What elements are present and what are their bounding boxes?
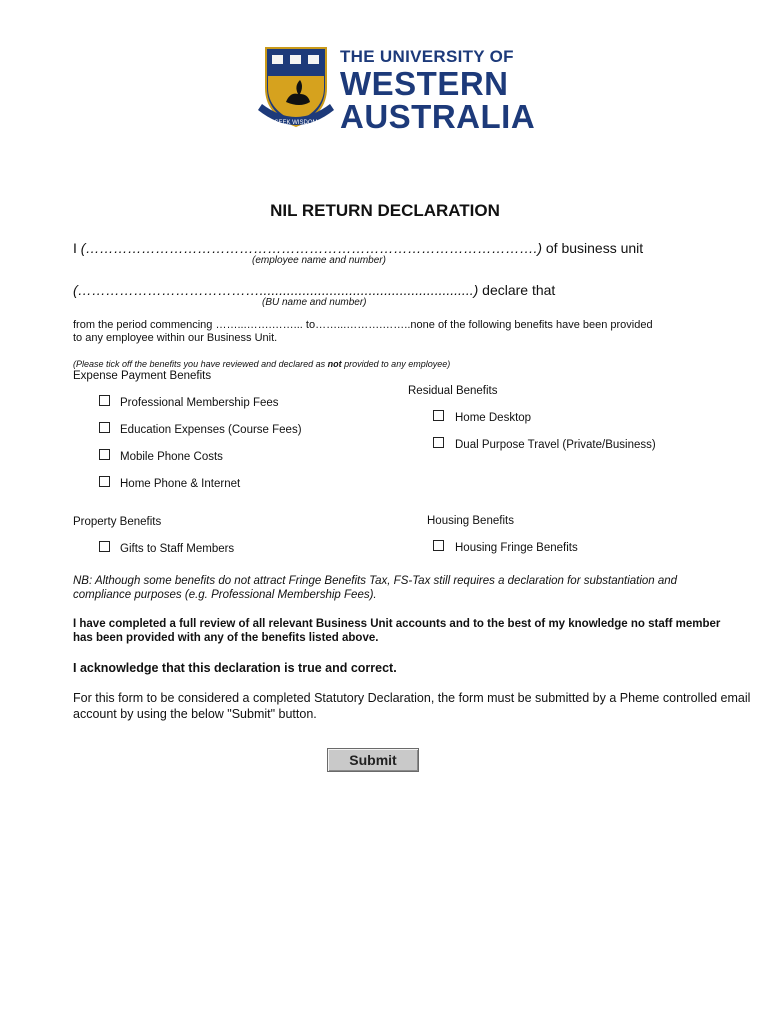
employee-name-field[interactable]: (…………………………………………………………………………………….) bbox=[80, 240, 542, 256]
checkbox-home-desktop[interactable] bbox=[433, 410, 444, 421]
logo-line1: THE UNIVERSITY OF bbox=[340, 47, 514, 66]
declarant-prefix: I bbox=[73, 240, 77, 256]
expense-heading: Expense Payment Benefits bbox=[73, 370, 212, 382]
submit-button[interactable]: Submit bbox=[327, 748, 419, 772]
checkbox-dual-purpose-travel[interactable] bbox=[433, 437, 444, 448]
nb-note: NB: Although some benefits do not attract Fringe Benefits Tax, FS-Tax still requires a declaration for substantiation and compliance purposes (e.g. Professional Membership Fees). bbox=[73, 575, 678, 601]
checkbox-education-expenses[interactable] bbox=[99, 422, 110, 433]
declarant-line bbox=[73, 240, 643, 256]
submission-note: For this form to be considered a completed Statutory Declaration, the form must be submitted by a Pheme controlled email account by using the below "Submit" button. bbox=[73, 691, 751, 721]
page-title: NIL RETURN DECLARATION bbox=[270, 201, 500, 220]
item-professional-membership: Professional Membership Fees bbox=[120, 397, 279, 409]
item-gifts-to-staff: Gifts to Staff Members bbox=[120, 543, 235, 555]
checkbox-mobile-phone[interactable] bbox=[99, 449, 110, 460]
motto-text: SEEK WISDOM bbox=[274, 120, 318, 126]
item-mobile-phone: Mobile Phone Costs bbox=[120, 451, 223, 463]
item-dual-purpose-travel: Dual Purpose Travel (Private/Business) bbox=[455, 439, 656, 451]
employee-name-caption: (employee name and number) bbox=[252, 255, 386, 266]
checkbox-professional-membership[interactable] bbox=[99, 395, 110, 406]
logo-line2: WESTERN bbox=[340, 65, 509, 102]
acknowledge-statement: I acknowledge that this declaration is true and correct. bbox=[73, 661, 397, 675]
property-heading: Property Benefits bbox=[73, 516, 162, 528]
checkbox-home-phone[interactable] bbox=[99, 476, 110, 487]
tick-instruction: (Please tick off the benefits you have reviewed and declared as not provided to any employee) bbox=[73, 359, 451, 369]
review-statement: I have completed a full review of all relevant Business Unit accounts and to the best of my knowledge no staff member has been provided with any of the benefits listed above. bbox=[73, 618, 721, 644]
bu-name-field[interactable]: (………………………………….......................................................) bbox=[73, 282, 479, 298]
item-home-desktop: Home Desktop bbox=[455, 412, 532, 424]
item-education-expenses: Education Expenses (Course Fees) bbox=[120, 424, 302, 436]
period-line-1: from the period commencing ……...…….……... to……...……….……..none of the following benefits have been provided bbox=[73, 319, 653, 331]
bu-suffix: declare that bbox=[478, 282, 556, 298]
item-housing-fringe: Housing Fringe Benefits bbox=[455, 542, 578, 554]
checkbox-housing-fringe[interactable] bbox=[433, 540, 444, 551]
university-crest-icon bbox=[256, 44, 336, 130]
declarant-suffix: of business unit bbox=[542, 240, 644, 256]
logo-line3: AUSTRALIA bbox=[340, 98, 536, 135]
bu-line bbox=[73, 282, 555, 298]
item-home-phone: Home Phone & Internet bbox=[120, 478, 241, 490]
university-wordmark bbox=[340, 48, 535, 133]
residual-heading: Residual Benefits bbox=[408, 385, 498, 397]
checkbox-gifts-to-staff[interactable] bbox=[99, 541, 110, 552]
housing-heading: Housing Benefits bbox=[427, 515, 514, 527]
bu-name-caption: (BU name and number) bbox=[262, 297, 367, 308]
period-line-2: to any employee within our Business Unit. bbox=[73, 332, 278, 344]
